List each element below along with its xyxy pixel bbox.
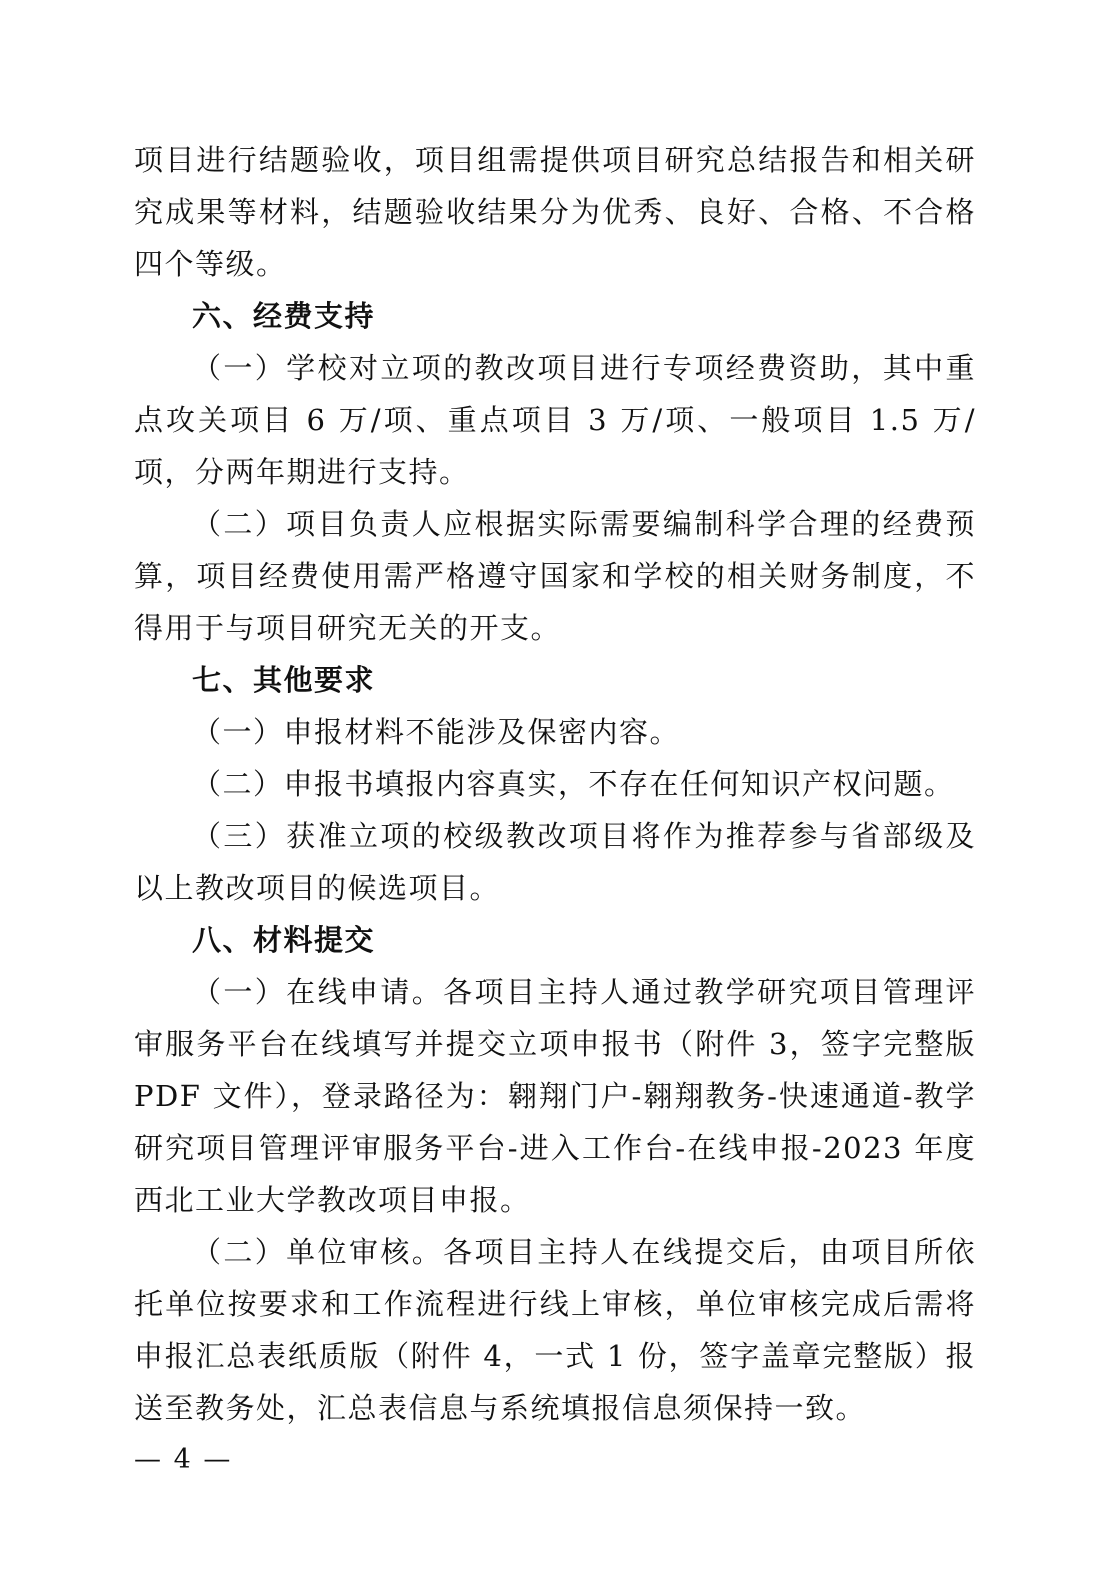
section-heading-funding: 六、经费支持	[192, 299, 376, 333]
section-heading-submission: 八、材料提交	[192, 923, 376, 957]
paragraph-submission-2: （二）单位审核。各项目主持人在线提交后，由项目所依托单位按要求和工作流程进行线上审核，单位审核完成后需将申报汇总表纸质版（附件 4，一式 1 份，签字盖章完整版）报送至教务处，汇总表信息与系统填报信息须保持一致。	[134, 1235, 976, 1425]
paragraph-requirement-1: （一）申报材料不能涉及保密内容。	[192, 715, 681, 749]
document-body	[134, 134, 976, 1434]
paragraph-submission-1: （一）在线申请。各项目主持人通过教学研究项目管理评审服务平台在线填写并提交立项申报书（附件 3，签字完整版 PDF 文件），登录路径为：翱翔门户-翱翔教务-快速通道-教学研究项目管理评审服务平台-进入工作台-在线申报-2023 年度西北工业大学教改项目申报。	[134, 975, 976, 1217]
paragraph-continuation: 项目进行结题验收，项目组需提供项目研究总结报告和相关研究成果等材料，结题验收结果分为优秀、良好、合格、不合格四个等级。	[134, 143, 976, 281]
paragraph-requirement-2: （二）申报书填报内容真实，不存在任何知识产权问题。	[192, 767, 955, 801]
section-heading-other-requirements: 七、其他要求	[192, 663, 376, 697]
page-number: — 4 —	[134, 1444, 233, 1475]
paragraph-funding-1: （一）学校对立项的教改项目进行专项经费资助，其中重点攻关项目 6 万/项、重点项目 3 万/项、一般项目 1.5 万/项，分两年期进行支持。	[134, 351, 976, 489]
paragraph-requirement-3: （三）获准立项的校级教改项目将作为推荐参与省部级及以上教改项目的候选项目。	[134, 819, 976, 905]
paragraph-funding-2: （二）项目负责人应根据实际需要编制科学合理的经费预算，项目经费使用需严格遵守国家和学校的相关财务制度，不得用于与项目研究无关的开支。	[134, 507, 976, 645]
